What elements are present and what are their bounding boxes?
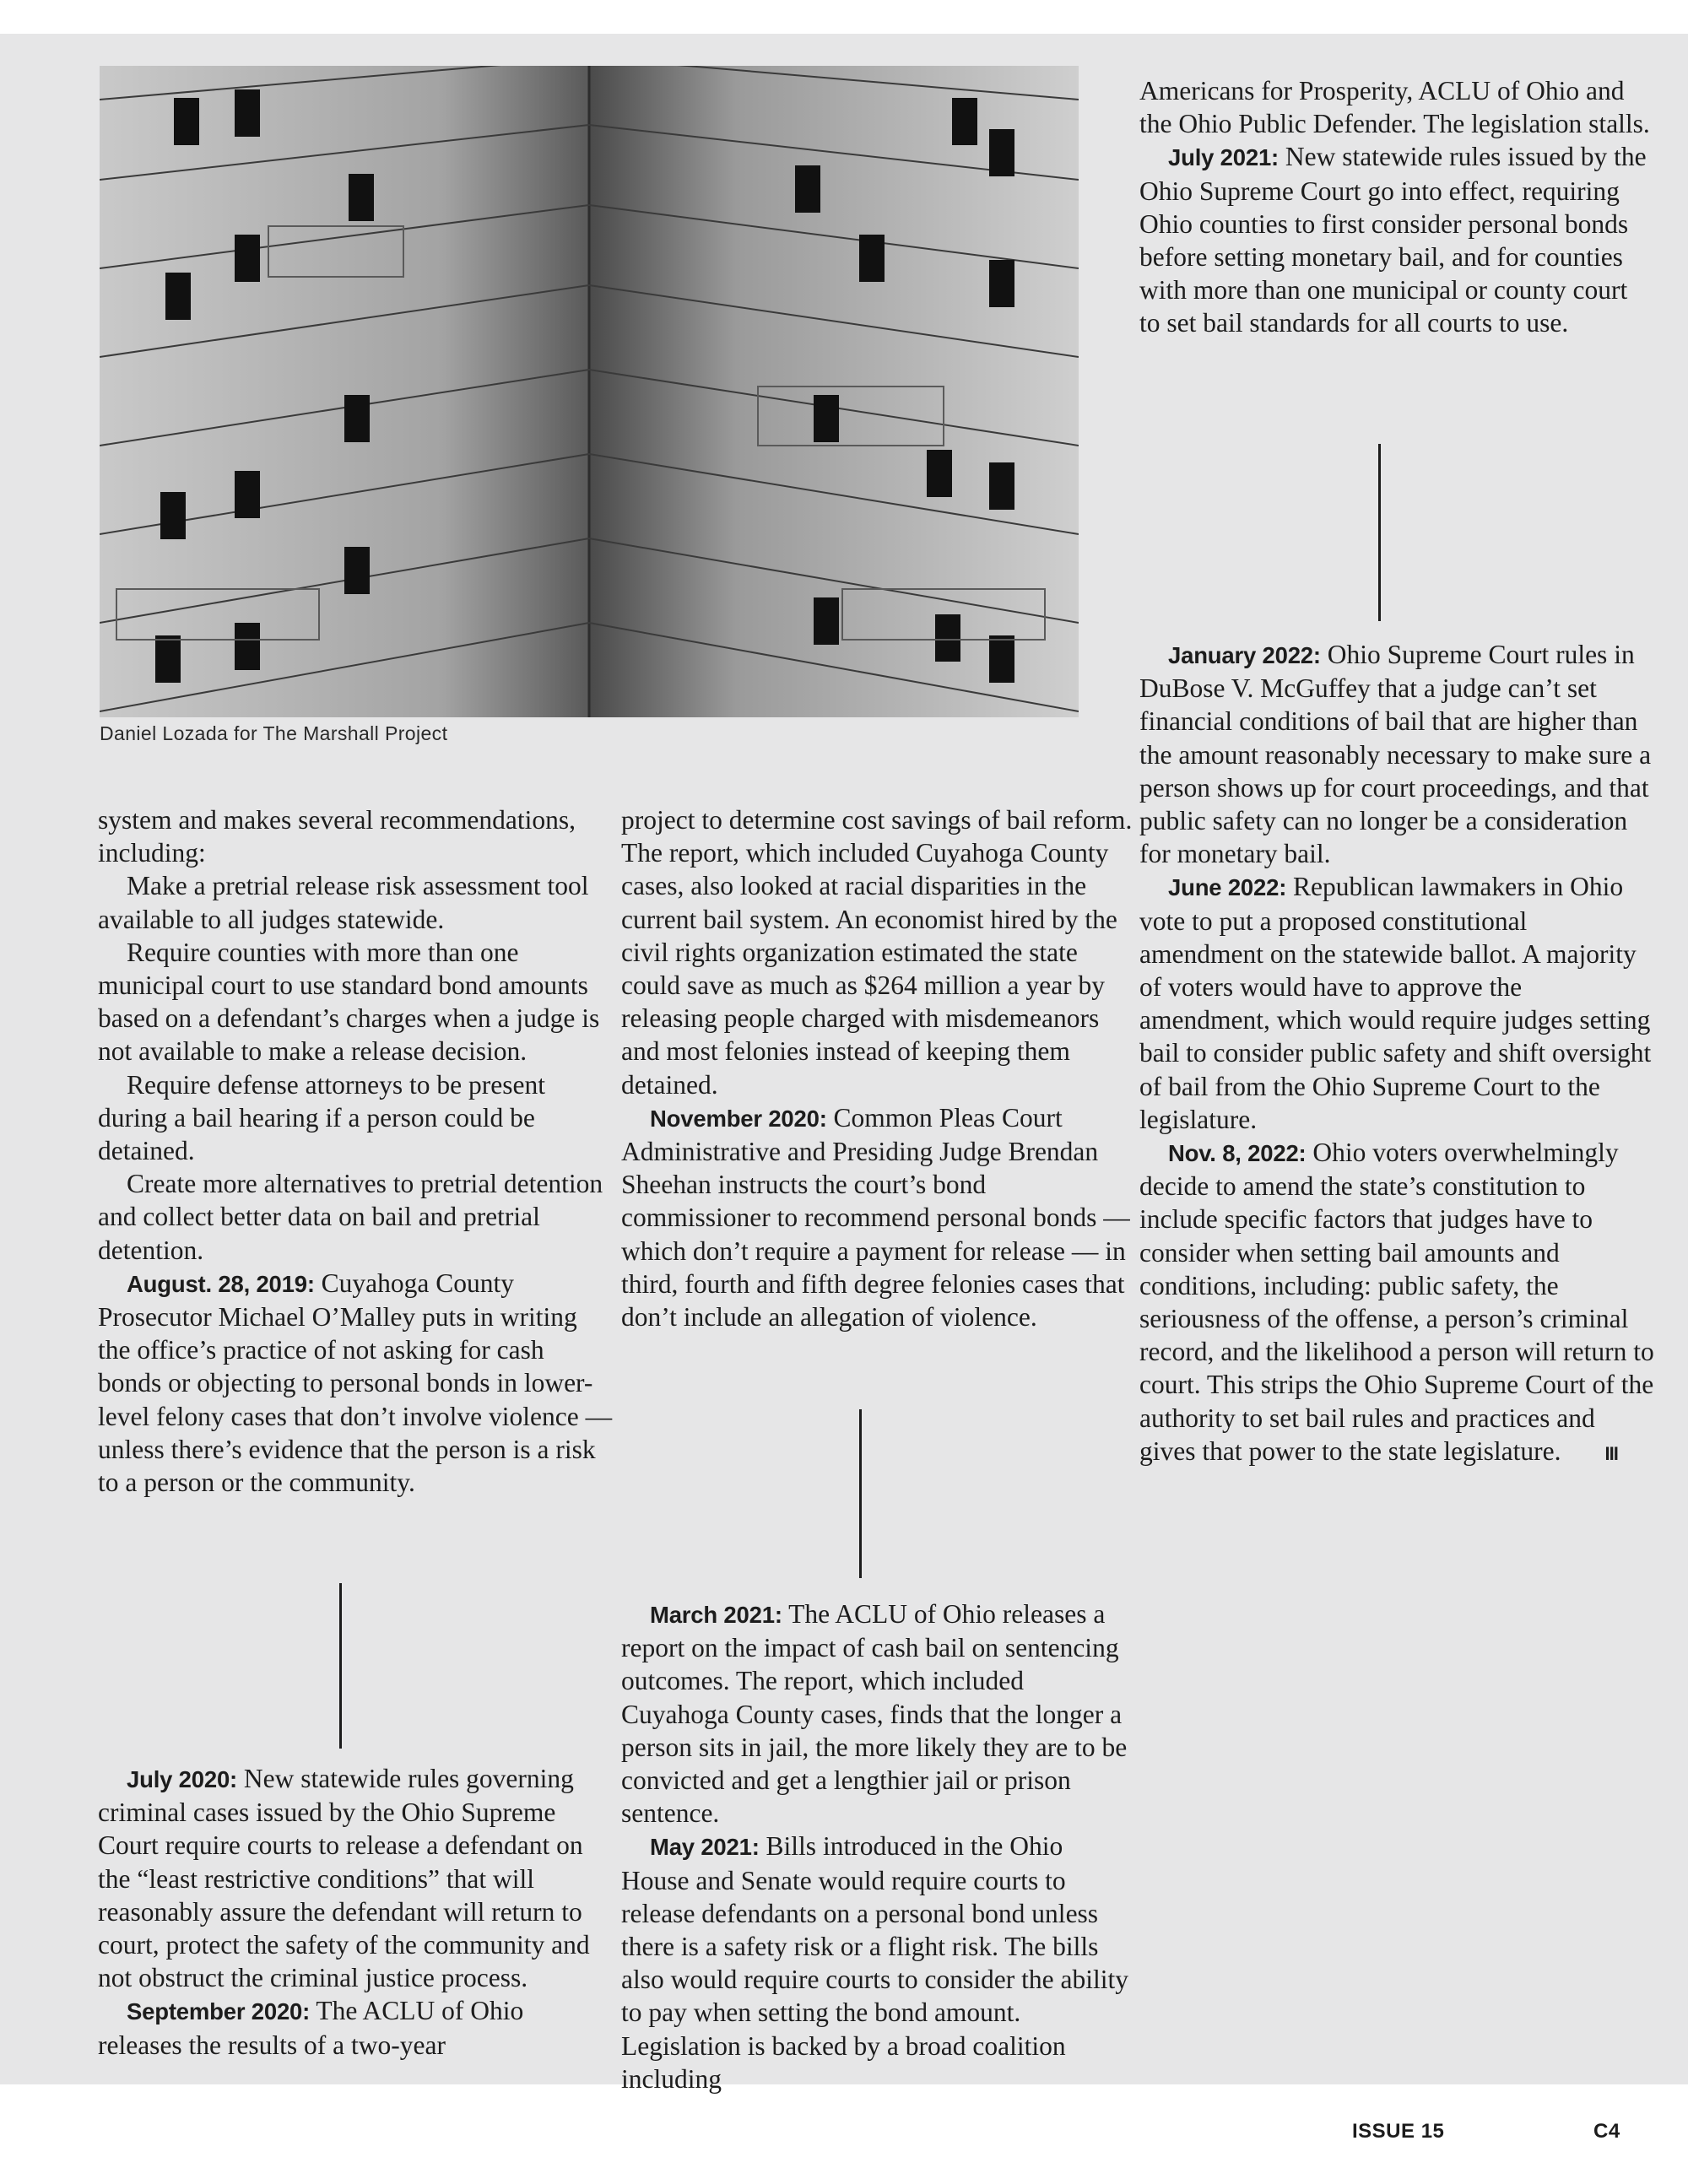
timeline-entry-jan-2022 (1139, 638, 1654, 870)
timeline-divider (1378, 444, 1381, 621)
entry-date: August. 28, 2019: (127, 1270, 315, 1297)
column-2-top (621, 803, 1136, 1333)
end-mark: III (1604, 1442, 1618, 1464)
entry-date: July 2020: (127, 1766, 238, 1792)
entry-date: May 2021: (650, 1834, 760, 1861)
entry-date: November 2020: (650, 1105, 827, 1132)
timeline-entry-nov-2022 (1139, 1136, 1654, 1470)
column-3-bottom (1139, 638, 1654, 1470)
entry-text: Republican lawmakers in Ohio vote to put a proposed constitutional amendment on the statewide ballot. A majority of voters would have to approve the amendment, which would require judges setting bail to consider public safety and shift oversight of bail from the Ohio Supreme Court to the legislature. (1139, 872, 1652, 1134)
issue-label: ISSUE 15 (1352, 2120, 1445, 2143)
timeline-entry-jun-2022 (1139, 870, 1654, 1136)
timeline-entry-mar-2021 (621, 1597, 1136, 1830)
entry-text: Ohio voters overwhelmingly decide to amend the state’s constitution to include specific factors that judges have to consider when setting bail amounts and conditions, including: public safety, the seriousness of the offense, a person’s criminal record, and the likelihood a person will return to court. This strips the Ohio Supreme Court of the authority to set bail rules and practices and gives that power to the state legislature. (1139, 1138, 1654, 1466)
column-1-bottom (98, 1762, 613, 2062)
timeline-entry-may-2021 (621, 1830, 1136, 2095)
timeline-divider (339, 1583, 342, 1749)
entry-text: New statewide rules governing criminal cases issued by the Ohio Supreme Court require courts to release a defendant on the “least restrictive conditions” that will reasonably assure the defendant will return to court, protect the safety of the community and not obstruct the criminal justice process. (98, 1764, 590, 1993)
entry-text: The ACLU of Ohio releases the results of a two-year (98, 1996, 524, 2060)
entry-date: September 2020: (127, 1998, 311, 2025)
timeline-entry-sep-2020 (98, 1994, 613, 2061)
entry-date: July 2021: (1168, 144, 1280, 171)
timeline-entry-aug-2019 (98, 1267, 613, 1499)
paragraph: Require counties with more than one municipal court to use standard bond amounts based on a defendant’s charges when a judge is not available to make a release decision. (98, 937, 600, 1067)
timeline-entry-jul-2020 (98, 1762, 613, 1994)
entry-text: Bills introduced in the Ohio House and Senate would require courts to release defendants on a personal bond unless there is a safety risk or a flight risk. The bills also would require courts to consider the ability to pay when setting the bond amount. Legislation is backed by a broad coalition including (621, 1831, 1128, 2094)
building-facade-image (100, 66, 1079, 717)
timeline-entry-jul-2021 (1139, 140, 1654, 339)
entry-date: June 2022: (1168, 874, 1287, 901)
column-3-top (1139, 74, 1654, 340)
entry-text: Common Pleas Court Administrative and Presiding Judge Brendan Sheehan instructs the court’s bond commissioner to recommend personal bonds — which don’t require a payment for release — in third, fourth and fifth degree felonies cases that don’t include an allegation of violence. (621, 1102, 1130, 1333)
paragraph: Make a pretrial release risk assessment tool available to all judges statewide. (98, 871, 589, 934)
entry-date: January 2022: (1168, 642, 1321, 668)
entry-text: New statewide rules issued by the Ohio Supreme Court go into effect, requiring Ohio counties to first consider personal bonds before setting monetary bail, and for counties with more than one municipal or county court to set bail standards for all courts to use. (1139, 142, 1647, 338)
page-number: C4 (1593, 2120, 1620, 2143)
entry-text: The ACLU of Ohio releases a report on the impact of cash bail on sentencing outcomes. The report, which included Cuyahoga County cases, finds that the longer a person sits in jail, the more likely they are to be convicted and get a lengthier jail or prison sentence. (621, 1599, 1128, 1829)
timeline-entry-nov-2020 (621, 1101, 1136, 1333)
entry-text: Ohio Supreme Court rules in DuBose V. McGuffey that a judge can’t set financial conditions of bail that are higher than the amount reasonably necessary to make sure a person shows up for court proceedings, and that public safety can no longer be a consideration for monetary bail. (1139, 640, 1652, 869)
column-1-top (98, 803, 613, 1499)
timeline-divider (859, 1409, 862, 1578)
entry-date: Nov. 8, 2022: (1168, 1140, 1307, 1167)
entry-text: Cuyahoga County Prosecutor Michael O’Malley puts in writing the office’s practice of not asking for cash bonds or objecting to personal bonds in lower-level felony cases that don’t involve violence — unless there’s evidence that the person is a risk to a person or the community. (98, 1268, 613, 1498)
building-photo (100, 66, 1079, 717)
entry-date: March 2021: (650, 1602, 782, 1628)
column-2-bottom (621, 1597, 1136, 2095)
photo-credit: Daniel Lozada for The Marshall Project (100, 722, 448, 744)
paragraph: project to determine cost savings of bail reform. The report, which included Cuyahoga County cases, also looked at racial disparities in the current bail system. An economist hired by the civil rights organization estimated the state could save as much as $264 million a year by releasing people charged with misdemeanors and most felonies instead of keeping them detained. (621, 805, 1133, 1100)
paragraph: Americans for Prosperity, ACLU of Ohio and the Ohio Public Defender. The legislation stalls. (1139, 76, 1650, 139)
paragraph: Require defense attorneys to be present during a bail hearing if a person could be detained. (98, 1069, 545, 1166)
paragraph: Create more alternatives to pretrial detention and collect better data on bail and pretrial detention. (98, 1169, 603, 1265)
paragraph: system and makes several recommendations, including: (98, 805, 576, 868)
